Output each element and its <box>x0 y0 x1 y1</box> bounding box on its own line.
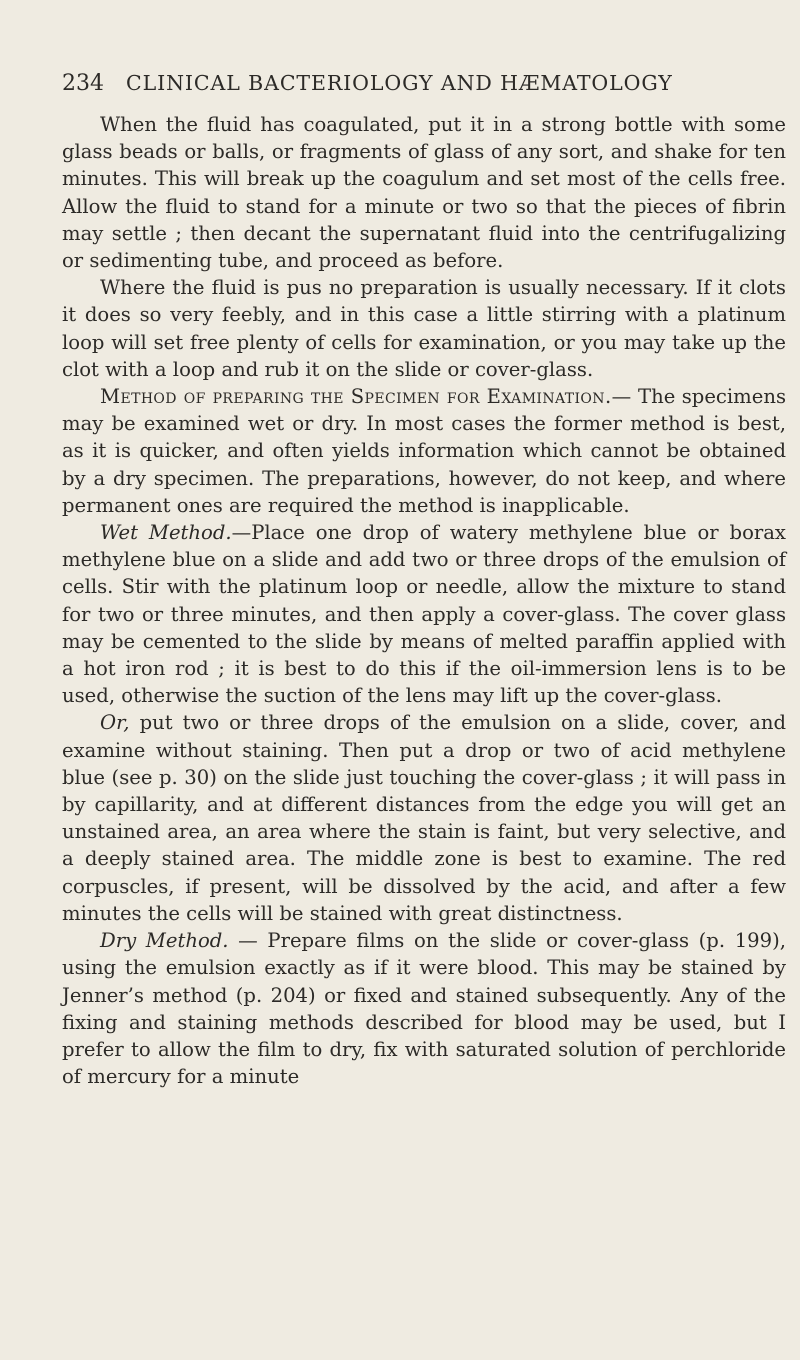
paragraph-dry-method <box>62 927 786 1090</box>
page-body <box>62 111 786 1090</box>
paragraph-method-preparing <box>62 383 786 519</box>
paragraph-pus: Where the fluid is pus no preparation is usually necessary. If it clots it does so very feebly, and in this case a little stirring with a platinum loop will set free plenty of cells for examination, or you may take up the clot with a loop and rub it on the slide or cover-glass. <box>62 276 786 381</box>
heading-dry-method: Dry Method. <box>100 929 229 953</box>
dry-method-text: — Prepare films on the slide or cover-glass (p. 199), using the emulsion exactly as if it were blood. This may be stained by Jenner’s method (p. 204) or fixed and stained subsequently. Any of the fixing and staining methods described for blood may be used, but I prefer to allow the film to dry, fix with saturated solution of perchloride of mercury for a minute <box>62 929 786 1089</box>
paragraph-or <box>62 709 786 927</box>
running-title: CLINICAL BACTERIOLOGY AND HÆMATOLOGY <box>126 71 673 95</box>
or-text: put two or three drops of the emulsion on a slide, cover, and examine without staining. Then put a drop or two of acid methylene blue (see p. 30) on the slide just touching the cover-glass ; it will pass in by capillarity, and at different distances from the edge you will get an unstained area, an area where the stain is faint, but very selective, and a deeply stained area. The middle zone is best to examine. The red corpuscles, if present, will be dissolved by the acid, and after a few minutes the cells will be stained with great distinctness. <box>62 711 786 925</box>
page-header <box>62 68 762 98</box>
wet-method-text: —Place one drop of watery methylene blue or borax methylene blue on a slide and add two or three drops of the emulsion of cells. Stir with the platinum loop or needle, allow the mixture to stand for two or three minutes, and then apply a cover-glass. The cover glass may be cemented to the slide by means of melted paraffin applied with a hot iron rod ; it is best to do this if the oil-immersion lens is to be used, otherwise the suction of the lens may lift up the cover-glass. <box>62 521 786 708</box>
heading-or: Or, <box>100 711 130 735</box>
paragraph-wet-method <box>62 519 786 709</box>
page-number: 234 <box>62 71 104 96</box>
paragraph-coagulated-fluid: When the fluid has coagulated, put it in a strong bottle with some glass beads or balls, or fragments of glass of any sort, and shake for ten minutes. This will break up the coagulum and set most of the cells free. Allow the fluid to stand for a minute or two so that the pieces of fibrin may settle ; then decant the supernatant fluid into the centrifugalizing or sedimenting tube, and proceed as before. <box>62 113 786 273</box>
heading-wet-method: Wet Method. <box>100 521 232 545</box>
paragraph-method-text: The specimens may be examined wet or dry. In most cases the former method is best, as it is quicker, and often yields information which cannot be obtained by a dry specimen. The preparations, however, do not keep, and where permanent ones are required the method is inapplicable. <box>62 385 787 517</box>
section-heading-method: Method of preparing the Specimen for Examination.— <box>100 385 632 409</box>
